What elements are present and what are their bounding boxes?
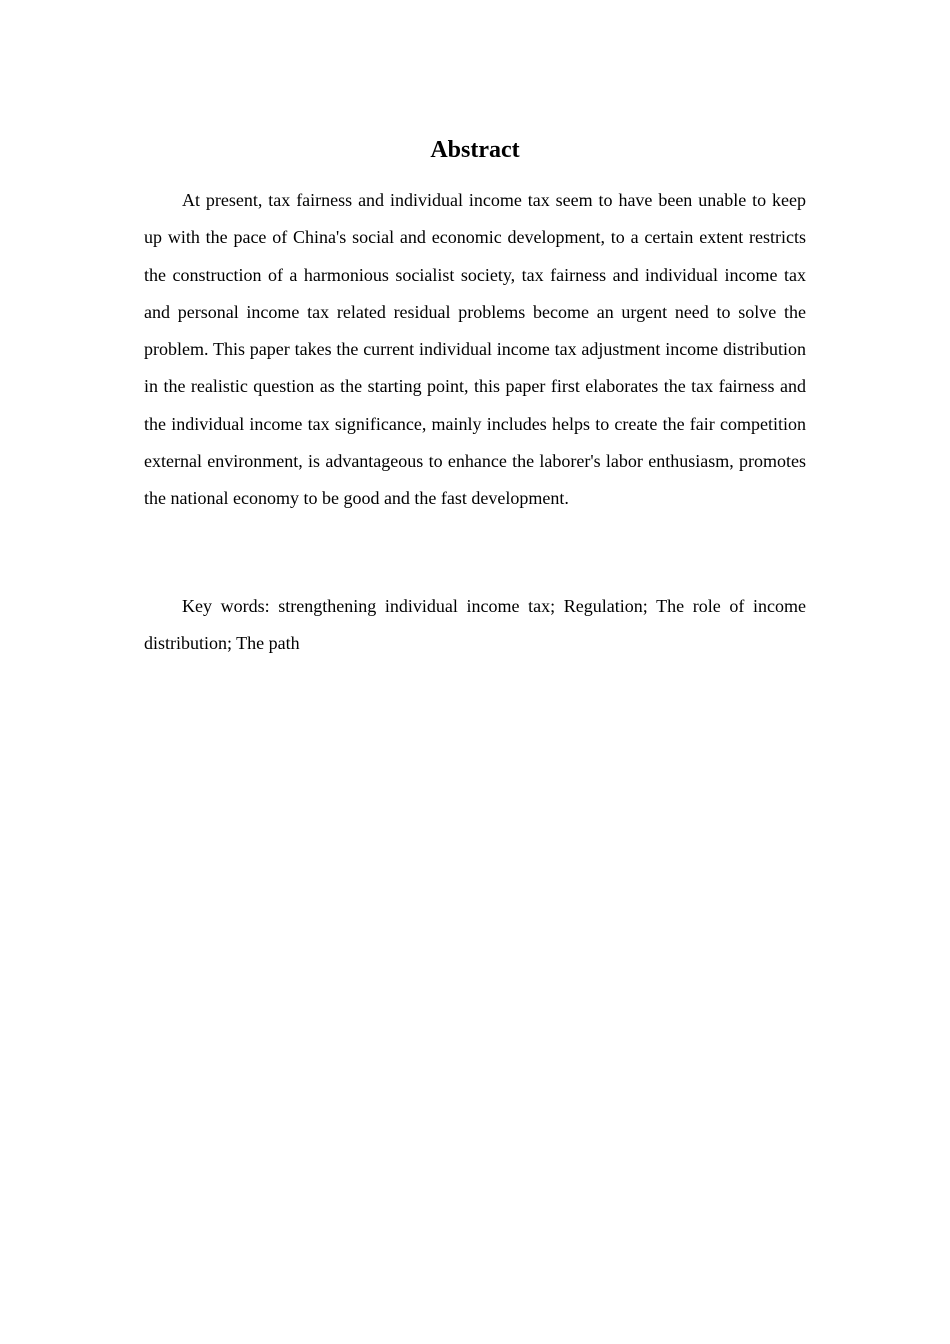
abstract-title: Abstract bbox=[430, 137, 520, 163]
keywords-paragraph: Key words: strengthening individual income tax; Regulation; The role of income distribution; The path bbox=[144, 595, 806, 653]
abstract-section bbox=[144, 132, 806, 662]
abstract-paragraph: At present, tax fairness and individual income tax seem to have been unable to keep up with the pace of China's social and economic development, to a certain extent restricts the construction of a harmonious socialist society, tax fairness and individual income tax and personal income tax related residual problems become an urgent need to solve the problem. This paper takes the current individual income tax adjustment income distribution in the realistic question as the starting point, this paper first elaborates the tax fairness and the individual income tax significance, mainly includes helps to create the fair competition external environment, is advantageous to enhance the laborer's labor enthusiasm, promotes the national economy to be good and the fast development. bbox=[144, 190, 806, 509]
